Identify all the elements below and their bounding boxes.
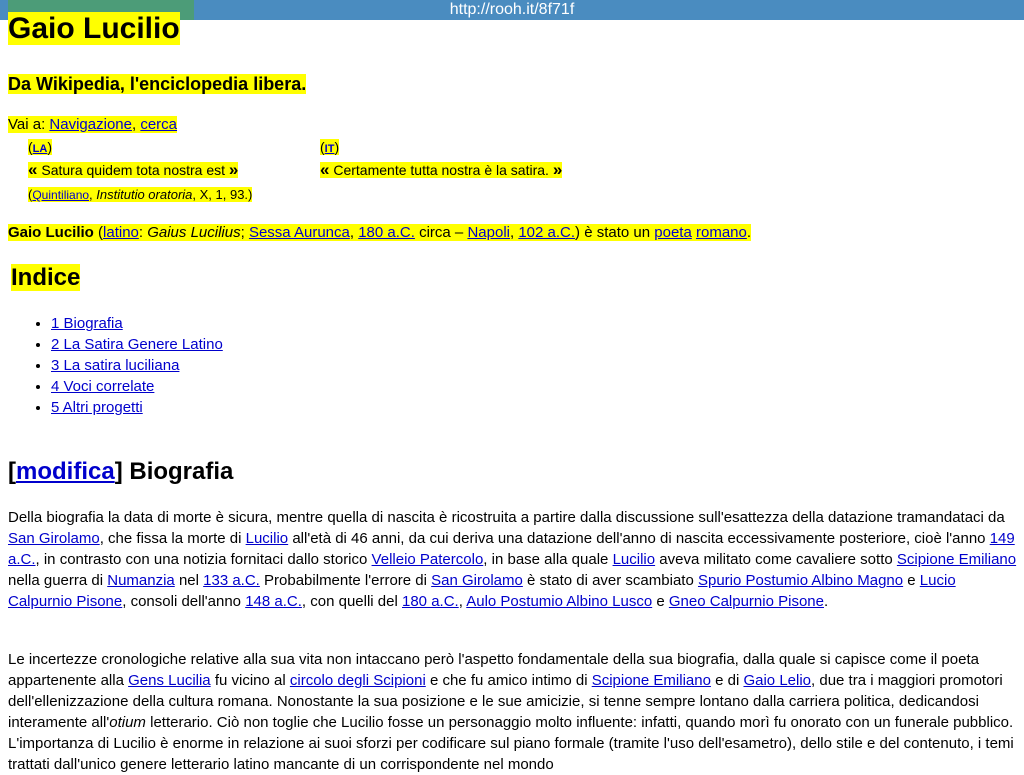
link-aulo-postumio[interactable]: Aulo Postumio Albino Lusco (466, 593, 653, 610)
jump-separator: , (131, 116, 137, 133)
link-san-girolamo-2[interactable]: San Girolamo (431, 572, 523, 589)
toc-link-satira-luciliana[interactable]: 3 La satira luciliana (51, 357, 180, 374)
paragraph-1 (8, 507, 1018, 612)
role-link[interactable]: poeta (654, 224, 692, 241)
toc-item (51, 376, 223, 397)
text: e di (715, 672, 740, 689)
toc-link-altri-progetti[interactable]: 5 Altri progetti (51, 399, 143, 416)
text: , due tra i maggiori promotori dell'ellenizzazione della cultura romana. Nonostante la sua posizione e le sue amicizie, si tenne sempre lontano dalla carriera politica, dedicandosi interamente all' (8, 672, 1003, 731)
quote-lang-la: (LA) (28, 139, 53, 155)
text: . (823, 593, 829, 610)
quote-source: (Quintiliano, Institutio oratoria, X, 1, 93.) (28, 187, 253, 202)
text: , in contrasto con una notizia fornitaci dallo storico (35, 551, 368, 568)
toc-link-biografia[interactable]: 1 Biografia (51, 315, 123, 332)
lead-circa: circa – (419, 224, 464, 241)
text: Probabilmente l'errore di (264, 572, 427, 589)
quote-italian-text: Certamente tutta nostra è la satira. (333, 162, 549, 178)
toc-item (51, 334, 223, 355)
toc-item (51, 397, 223, 418)
link-lucio-calpurnio[interactable]: Lucio Calpurnio Pisone (8, 572, 956, 610)
link-spurio-postumio[interactable]: Spurio Postumio Albino Magno (697, 572, 904, 589)
quote-work: Institutio oratoria (96, 187, 193, 202)
quote-italian (320, 160, 562, 180)
toc-link-voci-correlate[interactable]: 4 Voci correlate (51, 378, 155, 395)
page-subtitle (8, 72, 306, 96)
quote-author-link[interactable]: Quintiliano (32, 188, 90, 202)
otium-text: otium (109, 714, 146, 731)
death-year-link[interactable]: 102 a.C. (518, 224, 576, 241)
link-gneo-calpurnio[interactable]: Gneo Calpurnio Pisone (668, 593, 824, 610)
link-133-ac[interactable]: 133 a.C. (203, 572, 260, 589)
quote-latin-text: Satura quidem tota nostra est (41, 162, 226, 178)
text: e che fu amico intimo di (429, 672, 588, 689)
text: Le incertezze cronologiche relative alla sua vita non intaccano però l'aspetto fondamentale della sua biografia, dalla quale si capisce come il poeta appartenente alla (8, 651, 979, 689)
toc-list (30, 313, 223, 418)
text: Della biografia la data di morte è sicura, mentre quella di nascita è ricostruita a partire dalla discussione sull'esattezza della datazione tramandataci da (8, 509, 1005, 526)
toc-item (51, 355, 223, 376)
text: e (907, 572, 916, 589)
lead-name: Gaio Lucilio (8, 224, 94, 241)
text: , in base alla quale (483, 551, 609, 568)
section-heading-biografia: [modifica] Biografia (8, 458, 234, 485)
section-title: Biografia (129, 458, 234, 485)
text: all'età di 46 anni, da cui deriva una datazione dell'anno di nascita eccessivamente posteriore, cioè l'anno (292, 530, 986, 547)
url-text: http://rooh.it/8f71f (449, 1, 575, 18)
jump-prefix: Vai a: (8, 116, 46, 133)
quote-lang-it: (IT) (320, 139, 340, 155)
edit-section-link[interactable]: modifica (16, 458, 115, 485)
link-lucilio[interactable]: Lucilio (245, 530, 289, 547)
toc-item (51, 313, 223, 334)
text: è stato di aver scambiato (527, 572, 694, 589)
link-scipione-emiliano[interactable]: Scipione Emiliano (896, 551, 1017, 568)
jump-links (8, 114, 177, 135)
text: , (458, 593, 463, 610)
link-velleio-patercolo[interactable]: Velleio Patercolo (371, 551, 484, 568)
link-circolo-scipioni[interactable]: circolo degli Scipioni (289, 672, 426, 689)
page-title-text: Gaio Lucilio (8, 12, 180, 45)
link-scipione-emiliano-2[interactable]: Scipione Emiliano (591, 672, 711, 689)
lead-is-text: ) è stato un (575, 224, 651, 241)
page-subtitle-text: Da Wikipedia, l'enciclopedia libera. (8, 74, 307, 94)
toc-title (11, 263, 80, 293)
lead-lang-link[interactable]: latino (103, 224, 139, 241)
paragraph-2 (8, 649, 1018, 775)
link-lucilio-2[interactable]: Lucilio (612, 551, 656, 568)
text: , consoli dell'anno (122, 593, 242, 610)
link-gaio-lelio[interactable]: Gaio Lelio (743, 672, 812, 689)
link-gens-lucilia[interactable]: Gens Lucilia (128, 672, 211, 689)
quote-open-mark: « (28, 160, 38, 179)
link-numanzia[interactable]: Numanzia (107, 572, 175, 589)
page-title (8, 10, 180, 48)
search-link[interactable]: cerca (140, 116, 178, 133)
navigation-link[interactable]: Navigazione (49, 116, 132, 133)
text: aveva militato come cavaliere sotto (659, 551, 893, 568)
text: nella guerra di (8, 572, 104, 589)
lead-latin-name: Gaius Lucilius (147, 224, 241, 241)
text: , che fissa la morte di (99, 530, 242, 547)
lang-link-it[interactable]: IT (324, 143, 335, 155)
quote-close-mark: » (228, 160, 239, 179)
text: fu vicino al (214, 672, 286, 689)
lang-link-la[interactable]: LA (32, 143, 48, 155)
nationality-link[interactable]: romano (695, 224, 747, 241)
text: nel (178, 572, 199, 589)
birth-year-link[interactable]: 180 a.C. (358, 224, 415, 241)
link-149-ac[interactable]: 149 a.C. (8, 530, 1015, 568)
lead-sentence: Gaio Lucilio (latino: Gaius Lucilius; Sessa Aurunca, 180 a.C. circa – Napoli, 102 a.C.) è stato un poeta romano. (8, 224, 752, 241)
text: e (656, 593, 665, 610)
toc-title-text: Indice (11, 264, 81, 291)
birthplace-link[interactable]: Sessa Aurunca (248, 224, 350, 241)
link-san-girolamo[interactable]: San Girolamo (8, 530, 100, 547)
quote-reference: , X, 1, 93. (192, 187, 249, 202)
deathplace-link[interactable]: Napoli (467, 224, 510, 241)
link-148-ac[interactable]: 148 a.C. (245, 593, 302, 610)
link-180-ac[interactable]: 180 a.C. (402, 593, 459, 610)
toc-link-satira-genere-latino[interactable]: 2 La Satira Genere Latino (51, 336, 223, 353)
text: letterario. Ciò non toglie che Lucilio fosse un personaggio molto influente: infatti, quando morì fu onorato con un funerale pubblico. L'importanza di Lucilio è enorme in relazione ai suoi sforzi per codificare sul piano formale (tramite l'uso dell'esametro), dello stile e del contenuto, i temi trattati dall'unico genere letterario latino mancante di un corrispondente nel mondo (8, 714, 1014, 773)
text: , con quelli del (301, 593, 398, 610)
quote-open-mark-it: « (320, 160, 330, 179)
quote-latin (28, 160, 238, 180)
quote-close-mark-it: » (552, 160, 563, 179)
